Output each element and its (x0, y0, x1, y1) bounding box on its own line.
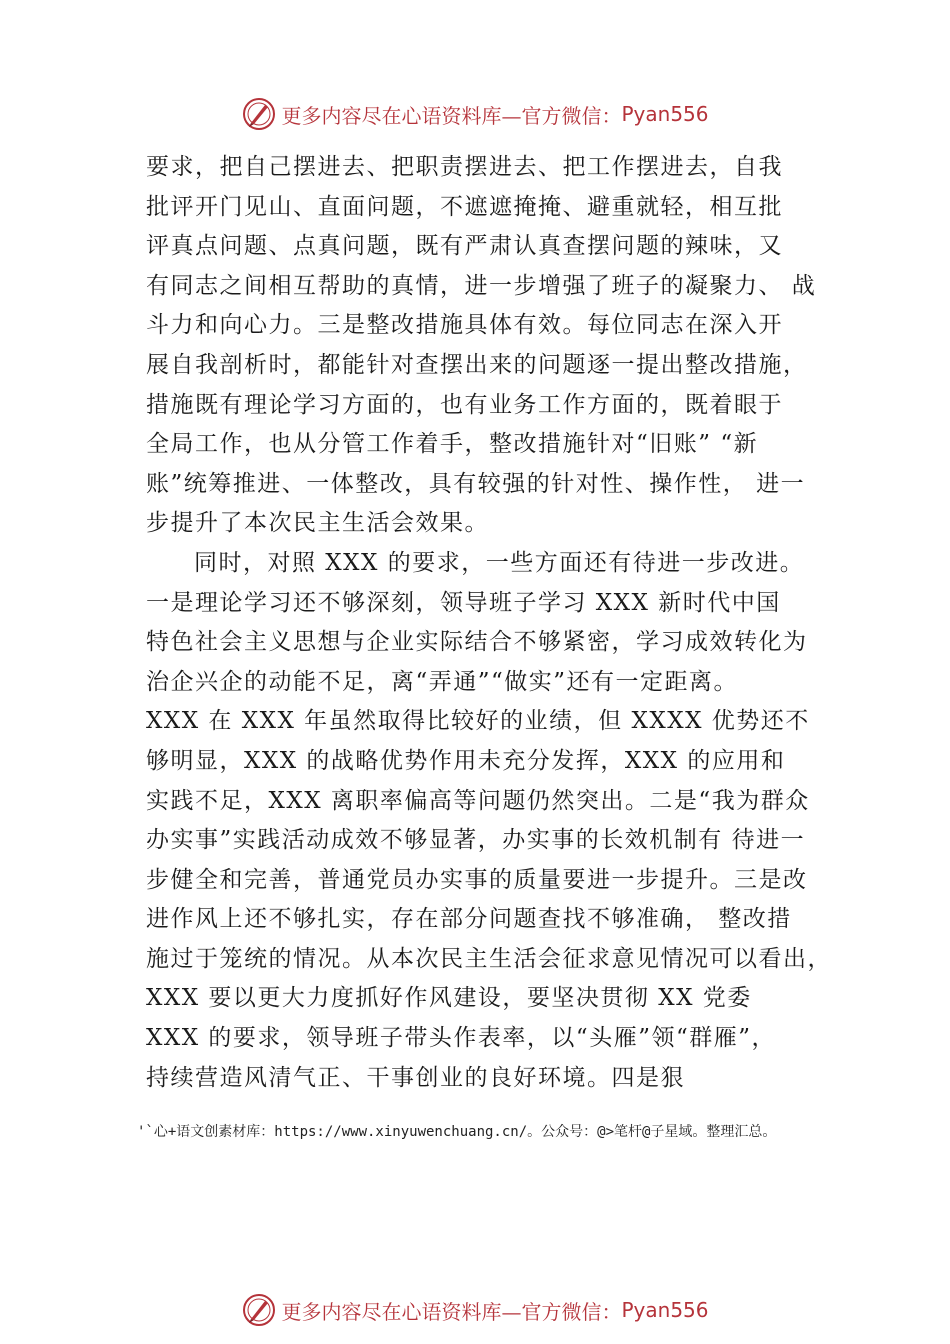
text-line: 步提升了本次民主生活会效果。 (146, 510, 489, 537)
quill-seal-icon (241, 1292, 277, 1328)
text-line: 账”统筹推进、一体整改，具有较强的针对性、操作性， 进一 (146, 470, 806, 497)
banner-text: 更多内容尽在心语资料库—官方微信： (281, 103, 622, 128)
text-line: 实践不足，XXX 离职率偏高等问题仍然突出。二是“我为群众 (146, 787, 810, 814)
footer-banner (0, 1290, 950, 1330)
text-line: 有同志之间相互帮助的真情，进一步增强了班子的凝聚力、 战 (146, 272, 817, 299)
text-line: 批评开门见山、直面问题，不遮遮掩掩、避重就轻，相互批 (146, 193, 783, 220)
text-line: 评真点问题、点真问题，既有严肃认真查摆问题的辣味，又 (146, 233, 783, 260)
paragraph-2 (146, 544, 846, 1098)
paragraph-1 (146, 148, 846, 544)
text-line: 斗力和向心力。三是整改措施具体有效。每位同志在深入开 (146, 312, 783, 339)
text-line: 特色社会主义思想与企业实际结合不够紧密，学习成效转化为 (146, 629, 808, 656)
banner-text: 更多内容尽在心语资料库—官方微信： (281, 1299, 622, 1324)
text-line: 持续营造风清气正、干事创业的良好环境。四是狠 (146, 1064, 685, 1091)
text-line: 进作风上还不够扎实，存在部分问题查找不够准确， 整改措 (146, 906, 792, 933)
text-line: 措施既有理论学习方面的，也有业务工作方面的，既着眼于 (146, 391, 783, 418)
header-banner (0, 94, 950, 134)
text-line: 要求，把自己摆进去、把职责摆进去、把工作摆进去，自我 (146, 154, 783, 180)
quill-seal-icon (241, 96, 277, 132)
banner-handle: Pyan556 (621, 1298, 709, 1322)
text-line: 一是理论学习还不够深刻，领导班子学习 XXX 新时代中国 (146, 589, 781, 616)
text-line: 办实事”实践活动成效不够显著，办实事的长效机制有 待进一 (146, 827, 806, 854)
text-line: XXX 要以更大力度抓好作风建设，要坚决贯彻 XX 党委 (146, 985, 752, 1012)
text-line: 治企兴企的动能不足，离“弄通”“做实”还有一定距离。 (146, 668, 739, 695)
text-line: 同时，对照 XXX 的要求，一些方面还有待进一步改进。 (194, 549, 805, 576)
text-line: XXX 的要求，领导班子带头作表率，以“头雁”领“群雁”， (146, 1025, 776, 1052)
footnote: '`心+语文创素材库：https://www.xinyuwenchuang.cn/。公众号：@>笔杆@子星域。整理汇总。 (137, 1124, 777, 1140)
document-body (146, 148, 846, 1098)
text-line: XXX 在 XXX 年虽然取得比较好的业绩，但 XXXX 优势还不 (146, 708, 810, 735)
text-line: 施过于笼统的情况。从本次民主生活会征求意见情况可以看出， (146, 945, 832, 972)
text-line: 展自我剖析时，都能针对查摆出来的问题逐一提出整改措施， (146, 351, 808, 378)
text-line: 全局工作，也从分管工作着手，整改措施针对“旧账” “新 (146, 431, 759, 458)
text-line: 够明显，XXX 的战略优势作用未充分发挥，XXX 的应用和 (146, 747, 786, 774)
banner-handle: Pyan556 (621, 102, 709, 126)
text-line: 步健全和完善，普通党员办实事的质量要进一步提升。三是改 (146, 866, 808, 893)
